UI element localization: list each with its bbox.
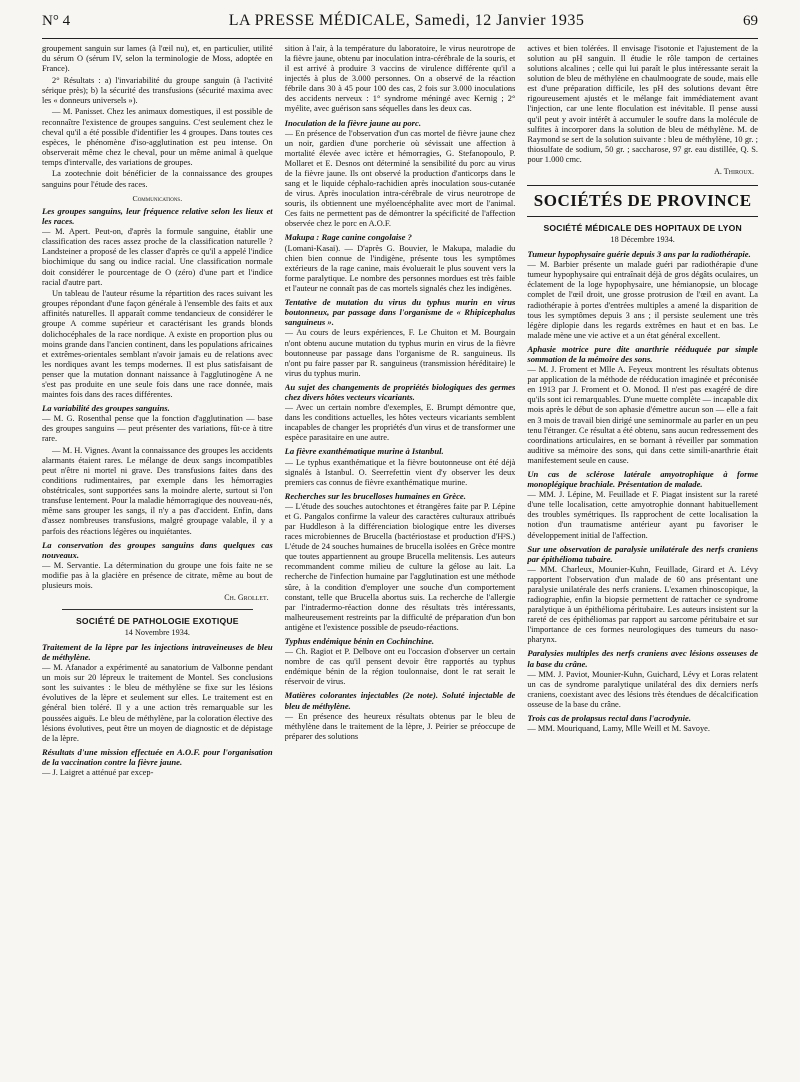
article-heading: Aphasie motrice pure dite anarthrie rééduquée par simple sommation de la mémoire des sons. [527, 343, 759, 364]
paragraph: — L'étude des souches autochtones et étrangères faite par P. Lépine et G. Pangalos confirme la valeur des caractères culturaux attribués par Huddleson à la différenciation biologique entre les diverses races microbiennes de Brucella (bactériostase et production d'H²S.) L'étude de 24 souches humaines de brucella isolées en Grèce montre que toutes appartiennent au groupe Brucella melitensis. Les auteurs recommandent comme milieu de culture la gélose au lait. La recherche de l'infection humaine par l'agglutination est une méthode sûre, à la condition d'employer une souche d'un comportement constant, telle que Brucella abortus suis. La recherche de l'allergie par l'intradermo-réaction donne des résultats très intéressants, malheureusement restreints par la difficulté de préparation d'un bon antigène et l'existence possible de pseudo-réactions. [284, 501, 516, 632]
paragraph: — Avec un certain nombre d'exemples, E. Brumpt démontre que, dans les conditions actuelles, les hôtes vecteurs vicariants semblent incapables de changer les propriétés d'un virus et de transformer une espèce parasitaire en une autre. [284, 403, 516, 443]
column-3 [527, 44, 758, 1074]
article-heading: Un cas de sclérose latérale amyotrophique à forme monoplégique brachiale. Présentation de malade. [527, 468, 759, 490]
paragraph: — Au cours de leurs expériences, F. Le Chuiton et M. Bourgain n'ont obtenu aucune mutation du typhus murin en virus de la fièvre boutonneuse par passage dans l'organisme de R. sanguineus. Ils n'ont pu faire passer par R. sanguineus (transmission héréditaire) le virus du typhus murin. [284, 328, 516, 378]
article-heading: Sur une observation de paralysie unilatérale des nerfs craniens par épithélioma tubaire. [527, 543, 759, 564]
signature: Ch. Grollet. [224, 593, 269, 603]
issue-number: N° 4 [42, 13, 71, 29]
section-title: SOCIÉTÉ DE PATHOLOGIE EXOTIQUE [75, 615, 239, 626]
column-1 [42, 44, 273, 1074]
columns [42, 44, 758, 1074]
paragraph: — MM. Mouriquand, Lamy, Mlle Weill et M. Savoye. [527, 724, 710, 734]
section-banner: SOCIÉTÉS DE PROVINCE [527, 185, 758, 217]
article-heading: Tumeur hypophysaire guérie depuis 3 ans par la radiothérapie. [527, 249, 751, 260]
article-heading: La fièvre exanthématique murine à Istanbul. [284, 446, 444, 457]
page-number: 69 [743, 13, 758, 29]
paragraph: — M. J. Froment et Mlle A. Feyeux montrent les résultats obtenus par application de la méthode de rééducation imaginée et préconisée en 1913 par J. Froment et O. Monod. Il n'est pas exagéré de dire qu'ils sont ici remarquables. D'une muette complète — incapable dix mois après le début de son aphasie d'émettre aucun son — elle a fait en 3 mois de travail bien dirigé une seminormale au parler en un peu tenu l'étranger. Ce résultat a été obtenu, sans aucun redressement des coordinations articulaires, en se bornant à réveiller par sommation auditive sa mémoire des sons, qui dans cette simili-anarthrie était manifestement seule en cause. [527, 365, 759, 465]
section-date: 18 Décembre 1934. [610, 235, 675, 245]
article-heading: La variabilité des groupes sanguins. [42, 403, 170, 414]
article-heading: Typhus endémique bénin en Cochinchine. [284, 635, 435, 646]
paragraph: — M. Barbier présente un malade guéri par radiothérapie d'une tumeur hypophysaire qui entraînait déjà de gros dégâts oculaires, un éclatement de la loge hypophysaire, une hémianopsie, un blocage complet de l'œil droit, une grosse protrusion de l'œil en avant. La radiothérapie à portes d'entrées multiples a amené la disparition de tous les symptômes depuis 3 ans ; il persiste seulement une très légère diplopie dans les regards extrêmes en haut et en bas. Le malade mène une vie active et a un état général excellent. [527, 260, 759, 340]
article-heading: Inoculation de la fièvre jaune au porc. [284, 117, 421, 128]
column-2 [285, 44, 516, 1074]
article-heading: Tentative de mutation du virus du typhus murin en virus boutonneux, par passage dans l'organisme de « Rhipicephalus sanguineus ». [284, 297, 516, 328]
paragraph: — Le typhus exanthématique et la fièvre boutonneuse ont été déjà signalés à Istanbul. O. Seerrefettin vient d'y observer les deux premiers cas connus de fièvre exanthématique murine. [284, 457, 516, 487]
article-heading: Trois cas de prolapsus rectal dans l'acrodynie. [527, 713, 692, 724]
paragraph: La zootechnie doit bénéficier de la connaissance des groupes sanguins pour l'étude des races. [42, 169, 273, 189]
paragraph: groupement sanguin sur lames (à l'œil nu), et, en particulier, utilité du sérum O (sérum IV, selon la terminologie de Moss, adoptée en France). [42, 44, 273, 74]
paragraph: — M. Servantie. La détermination du groupe une fois faite ne se modifie pas à la glacière en présence de citrate, même au bout de plusieurs mois. [42, 560, 273, 591]
paragraph: 2° Résultats : a) l'invariabilité du groupe sanguin (à l'activité sérique près); b) la sécurité des transfusions (sécurité maxima avec les « donneurs universels »). [42, 75, 273, 105]
paragraph: sition à l'air, à la température du laboratoire, le virus neurotrope de la fièvre jaune, obtenu par inoculation intra-cérébrale de la souris, et il est arrivé à produire 3 vaccins de virulence différente qu'il a injectés à plus de 3.000 personnes. On a observé de la réaction fébrile dans 30 à 45 pour 100 des cas, 2 fois sur 3.000 inoculations des accidents nerveux : 1° syndrome méningé avec Kernig ; 2° myélite, avec guérison sans séquelles dans les deux cas. [284, 44, 516, 114]
section-title: SOCIÉTÉ MÉDICALE DES HOPITAUX DE LYON [543, 222, 742, 233]
paragraph: — En présence de l'observation d'un cas mortel de fièvre jaune chez un noir, gardien d'une porcherie où sévissait une affection à mortalité élevée avec ictère et hémorragies, G. Stefanopoulo, P. Mollaret et E. Desnos ont déterminé la sensibilité du porc au virus de la fièvre jaune. Ils ont observé la production d'anticorps dans le sang et le liquide céphalo-rachidien après inoculation sous-cutanée de virus. Après inoculation intra-cérébrale de virus neurotrope de souris, ils obtiennent une myéloencéphalite avec mort de l'animal. Ces faits ne permettent pas de démontrer la spécificité de l'affection observée chez le porc en A.O.F. [284, 128, 516, 229]
article-heading: Makupa : Rage canine congolaise ? [284, 232, 412, 243]
paragraph: — En présence des heureux résultats obtenus par le bleu de méthylène dans le traitement de la lèpre, J. Peirier se préoccupe de préparer des solutions [284, 711, 516, 741]
paragraph: — Ch. Ragiot et P. Delbove ont eu l'occasion d'observer un certain nombre de cas qu'il pensent devoir être rapportés au typhus endémique bénin de la région toulonnaise, dont le rat serait le réservoir de virus. [284, 647, 516, 687]
article-heading: Résultats d'une mission effectuée en A.O.F. pour l'organisation de la vaccination contre la fièvre jaune. [42, 746, 273, 767]
article-heading: Matières colorantes injectables (2e note). Soluté injectable de bleu de méthylène. [284, 690, 516, 711]
paragraph: — M. H. Vignes. Avant la connaissance des groupes les accidents alarmants étaient rares. Le mélange de deux sangs incompatibles peut n'être ni mortel ni grave. Des transfusions faites dans des conditions rudimentaires, par exemple dans les hémorragies obstétricales, sont supportées sans la moindre alerte, surtout si l'on transfuse lentement. Pour la maladie hémorragique des nouveau-nés, même sans grouper les sangs, il n'y a pas d'accident. Enfin, dans d'assez nombreuses transfusions, malgré groupage valable, il y a parfois des réactions légères ou inquiétantes. [42, 445, 273, 536]
paragraph: — J. Laigret a atténué par excep- [42, 768, 154, 778]
journal-title: LA PRESSE MÉDICALE, Samedi, 12 Janvier 1935 [228, 12, 585, 29]
article-heading: La conservation des groupes sanguins dans quelques cas nouveaux. [42, 539, 273, 560]
paragraph: — M. G. Rosenthal pense que la fonction d'agglutination — base des groupes sanguins — peut présenter des variations, fût-ce à titre rare. [42, 414, 273, 444]
article-heading: Recherches sur les brucelloses humaines en Grèce. [284, 490, 466, 501]
article-heading: Les groupes sanguins, leur fréquence relative selon les lieux et les races. [42, 205, 273, 227]
paragraph: Un tableau de l'auteur résume la répartition des races suivant les groupes répondant d'une façon générale à l'ensemble des faits et aux affinités naturelles. Il apparaît comme tendancieux de considérer le groupe A comme supérieur et caractérisant les grands blonds dolichocéphales de la race nordique. A existe en proportion plus ou moins grande dans l'ancien continent, dans les populations africaines et extrêmes-orientales semblant n'avoir jamais eu de relations avec les nordiques avant les temps modernes. Il est plus satisfaisant de penser que la mutation donnant naissance à l'agglutinogène A ne s'est pas produite en une seule fois dans une race donnée, mais maintes fois dans des races différentes. [42, 289, 273, 399]
paragraph: — M. Apert. Peut-on, d'après la formule sanguine, établir une classification des races assez proche de la classification naturelle ? Landsteiner a proposé de les classer d'après ce qu'il a appelé l'indice biochimique du sang ou indice racial. Une classification normale doit considérer le pourcentage de O (zéro) d'une part et l'indice racial d'autre part. [42, 227, 273, 287]
paragraph: — MM. Charleux, Mounier-Kuhn, Feuillade, Girard et A. Lévy rapportent l'observation d'un malade de 60 ans présentant une paralysie unilatérale des nerfs craniens. L'examen rhinoscopique, la radiographie, enfin la biopsie permettent de rattacher ce syndrome paralytique à un épithélioma péritubaire. Les auteurs insistent sur la rareté de ces épithéliomas par rapport au sarcome péritubaire et sur l'importance de ces formes neurologiques des tumeurs du naso-pharynx. [527, 564, 759, 645]
page-header [42, 12, 758, 39]
paragraph: (Lomani-Kasai). — D'après G. Bouvier, le Makupa, maladie du chien bien connue de l'indigène, présente tous les symptômes extérieurs de la rage canine, mais évoluerait le plus souvent vers la forme paralytique. Le nombre des personnes mordues est très faible et l'auteur ne connaît pas de cas mortels signalés chez les indigènes. [284, 243, 516, 293]
paragraph: — M. Afanador a expérimenté au sanatorium de Valbonne pendant un mois sur 20 lépreux le traitement de Montel. Ses conclusions sont les suivantes : le bleu de méthylène se fixe sur les lésions évolutives de la lèpre et seulement sur elles. Le traitement est en général bien toléré. Il y a une action très remarquable sur les poussées aiguës. Le bleu de méthylène, par la coloration élective des lésions évolutives, peut être un moyen de diagnostic et de dépistage de la lèpre. [42, 663, 273, 743]
paragraph: — M. Panisset. Chez les animaux domestiques, il est possible de reconnaître l'existence de groupes sanguins. C'est seulement chez le cheval qu'il a été possible d'identifier les 4 groupes. Dans toutes ces espèces, le phénomène d'iso-agglutination est peu intense. On observerait même chez le cheval, pour un même animal à quelque temps d'intervalle, des variations de groupes. [42, 107, 273, 167]
subsection-label: Communications. [132, 193, 183, 203]
article-heading: Au sujet des changements de propriétés biologiques des germes chez divers hôtes vecteurs vicariants. [284, 381, 516, 402]
article-heading: Paralysies multiples des nerfs craniens avec lésions osseuses de la base du crâne. [527, 648, 759, 669]
paragraph: — MM. J. Paviot, Mounier-Kuhn, Guichard, Lévy et Loras relatent un cas de syndrome paralytique unilatéral des dix derniers nerfs craniens, coexistant avec des lésions très étendues de décalcification osseuse de la base du crâne. [527, 669, 759, 709]
paragraph: — MM. J. Lépine, M. Feuillade et F. Piagat insistent sur la rareté d'une telle localisation, cette amyotrophie donnant habituellement des troubles symétriques. Ils rapprochent de cette localisation la notion d'un traumatisme antérieur ayant pu favoriser le développement initial de l'affection. [527, 490, 759, 540]
paragraph: actives et bien tolérées. Il envisage l'isotonie et l'ajustement de la solution au pH sanguin. Il étudie le rôle tampon de certaines solutions alcalines ; celle qui lui paraît le plus intéressante serait la solution de bleu de méthylène en chaulmoograte de soude, mais elle est d'une préparation difficile, les pH des solutions devant être rigoureusement ajustés et le mélange fait immédiatement avant l'injection, car une lente floculation est inévitable. Il pense aussi qu'il peut y avoir intérêt à accumuler le soufre dans la molécule de sulfites à incorporer dans la solution de bleu de méthylène. M. de Raymond se sert de la solution suivante : bleu de méthylène, 10 gr. ; thiosulfate de sodium, 50 gr. ; saccharose, 97 gr. eau distillée, Q. S. pour 1.000 cmc. [527, 44, 759, 164]
divider [62, 609, 253, 610]
article-heading: Traitement de la lèpre par les injections intraveineuses de bleu de méthylène. [42, 641, 273, 663]
section-date: 14 Novembre 1934. [124, 628, 190, 638]
signature: A. Thiroux. [714, 166, 755, 176]
